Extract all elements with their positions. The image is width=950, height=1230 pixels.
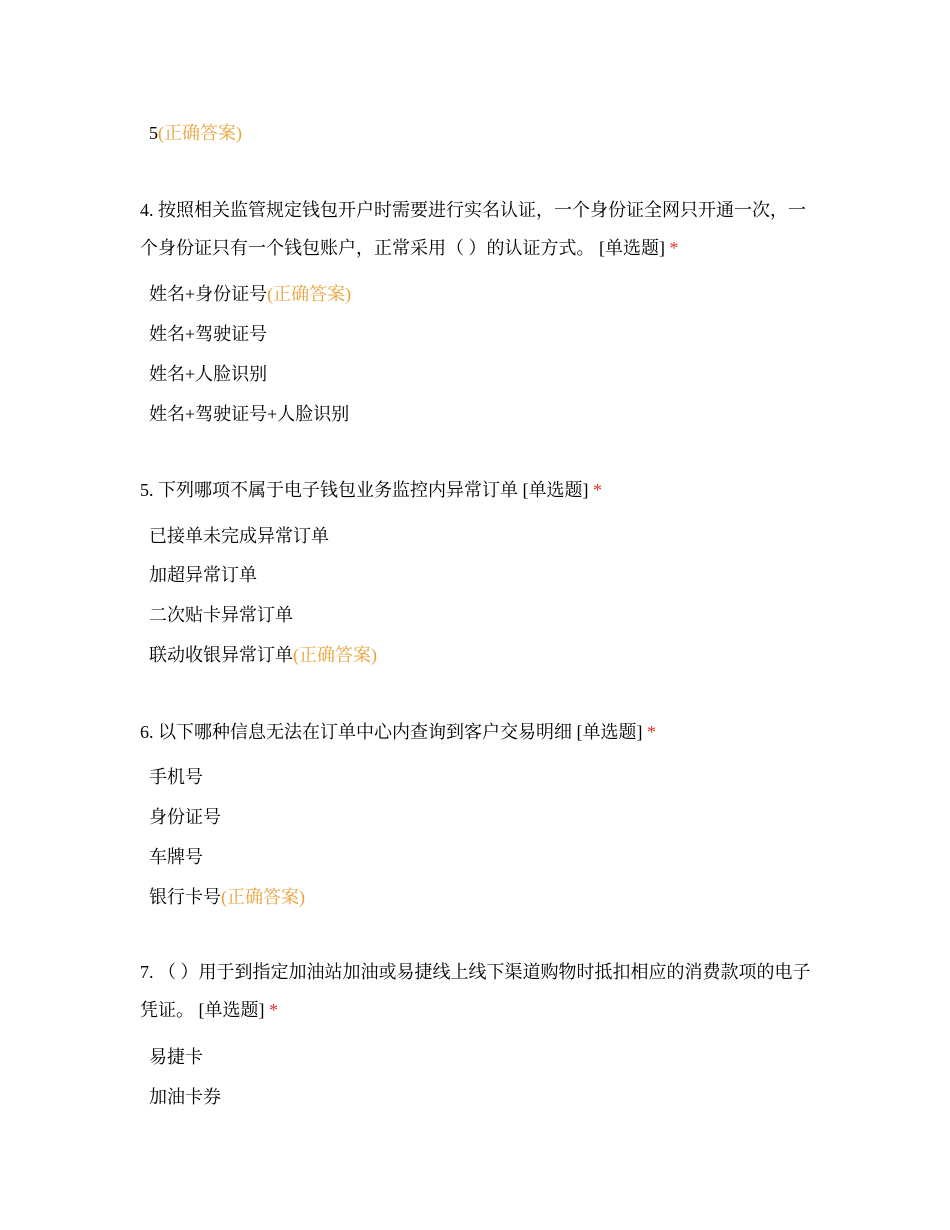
q5-option-3 bbox=[149, 603, 293, 627]
q5-option-4 bbox=[149, 643, 377, 667]
required-marker: * bbox=[269, 1000, 278, 1020]
option-text: 银行卡号 bbox=[149, 887, 221, 907]
question-4 bbox=[140, 191, 820, 267]
q6-option-2 bbox=[149, 805, 221, 829]
required-marker: * bbox=[647, 722, 656, 742]
q5-option-1 bbox=[149, 524, 329, 548]
q6-option-4 bbox=[149, 885, 305, 909]
question-text: 5. 下列哪项不属于电子钱包业务监控内异常订单 [单选题] bbox=[140, 480, 589, 500]
option-text: 已接单未完成异常订单 bbox=[149, 526, 329, 546]
required-marker: * bbox=[593, 480, 602, 500]
q4-option-2 bbox=[149, 322, 267, 346]
option-text: 姓名+人脸识别 bbox=[149, 364, 268, 384]
correct-answer-marker: (正确答案) bbox=[221, 887, 305, 907]
option-text: 加超异常订单 bbox=[149, 565, 257, 585]
q7-option-1 bbox=[149, 1045, 203, 1069]
option-text: 5 bbox=[149, 123, 158, 143]
question-text: 6. 以下哪种信息无法在订单中心内查询到客户交易明细 [单选题] bbox=[140, 722, 643, 742]
option-text: 联动收银异常订单 bbox=[149, 645, 293, 665]
q5-option-2 bbox=[149, 563, 257, 587]
option-text: 身份证号 bbox=[149, 807, 221, 827]
option-text: 姓名+身份证号 bbox=[149, 284, 268, 304]
q3-option-5 bbox=[149, 121, 242, 145]
question-text: 4. 按照相关监管规定钱包开户时需要进行实名认证，一个身份证全网只开通一次，一个身份证只有一个钱包账户，正常采用（ ）的认证方式。 [单选题] bbox=[140, 200, 806, 258]
option-text: 易捷卡 bbox=[149, 1047, 203, 1067]
q6-option-1 bbox=[149, 765, 203, 789]
question-6 bbox=[140, 713, 820, 751]
option-text: 车牌号 bbox=[149, 847, 203, 867]
q4-option-3 bbox=[149, 362, 267, 386]
question-7 bbox=[140, 953, 820, 1029]
option-text: 加油卡券 bbox=[149, 1087, 221, 1107]
question-5 bbox=[140, 471, 820, 509]
required-marker: * bbox=[669, 238, 679, 258]
correct-answer-marker: (正确答案) bbox=[158, 123, 242, 143]
option-text: 手机号 bbox=[149, 767, 203, 787]
question-text: 7. （ ）用于到指定加油站加油或易捷线上线下渠道购物时抵扣相应的消费款项的电子凭证。 [单选题] bbox=[140, 962, 811, 1020]
option-text: 二次贴卡异常订单 bbox=[149, 605, 293, 625]
q6-option-3 bbox=[149, 845, 203, 869]
correct-answer-marker: (正确答案) bbox=[267, 284, 352, 304]
option-text: 姓名+驾驶证号 bbox=[149, 324, 268, 344]
q7-option-2 bbox=[149, 1085, 221, 1109]
q4-option-1 bbox=[149, 282, 351, 306]
option-text: 姓名+驾驶证号+人脸识别 bbox=[149, 404, 350, 424]
correct-answer-marker: (正确答案) bbox=[293, 645, 377, 665]
q4-option-4 bbox=[149, 402, 349, 426]
